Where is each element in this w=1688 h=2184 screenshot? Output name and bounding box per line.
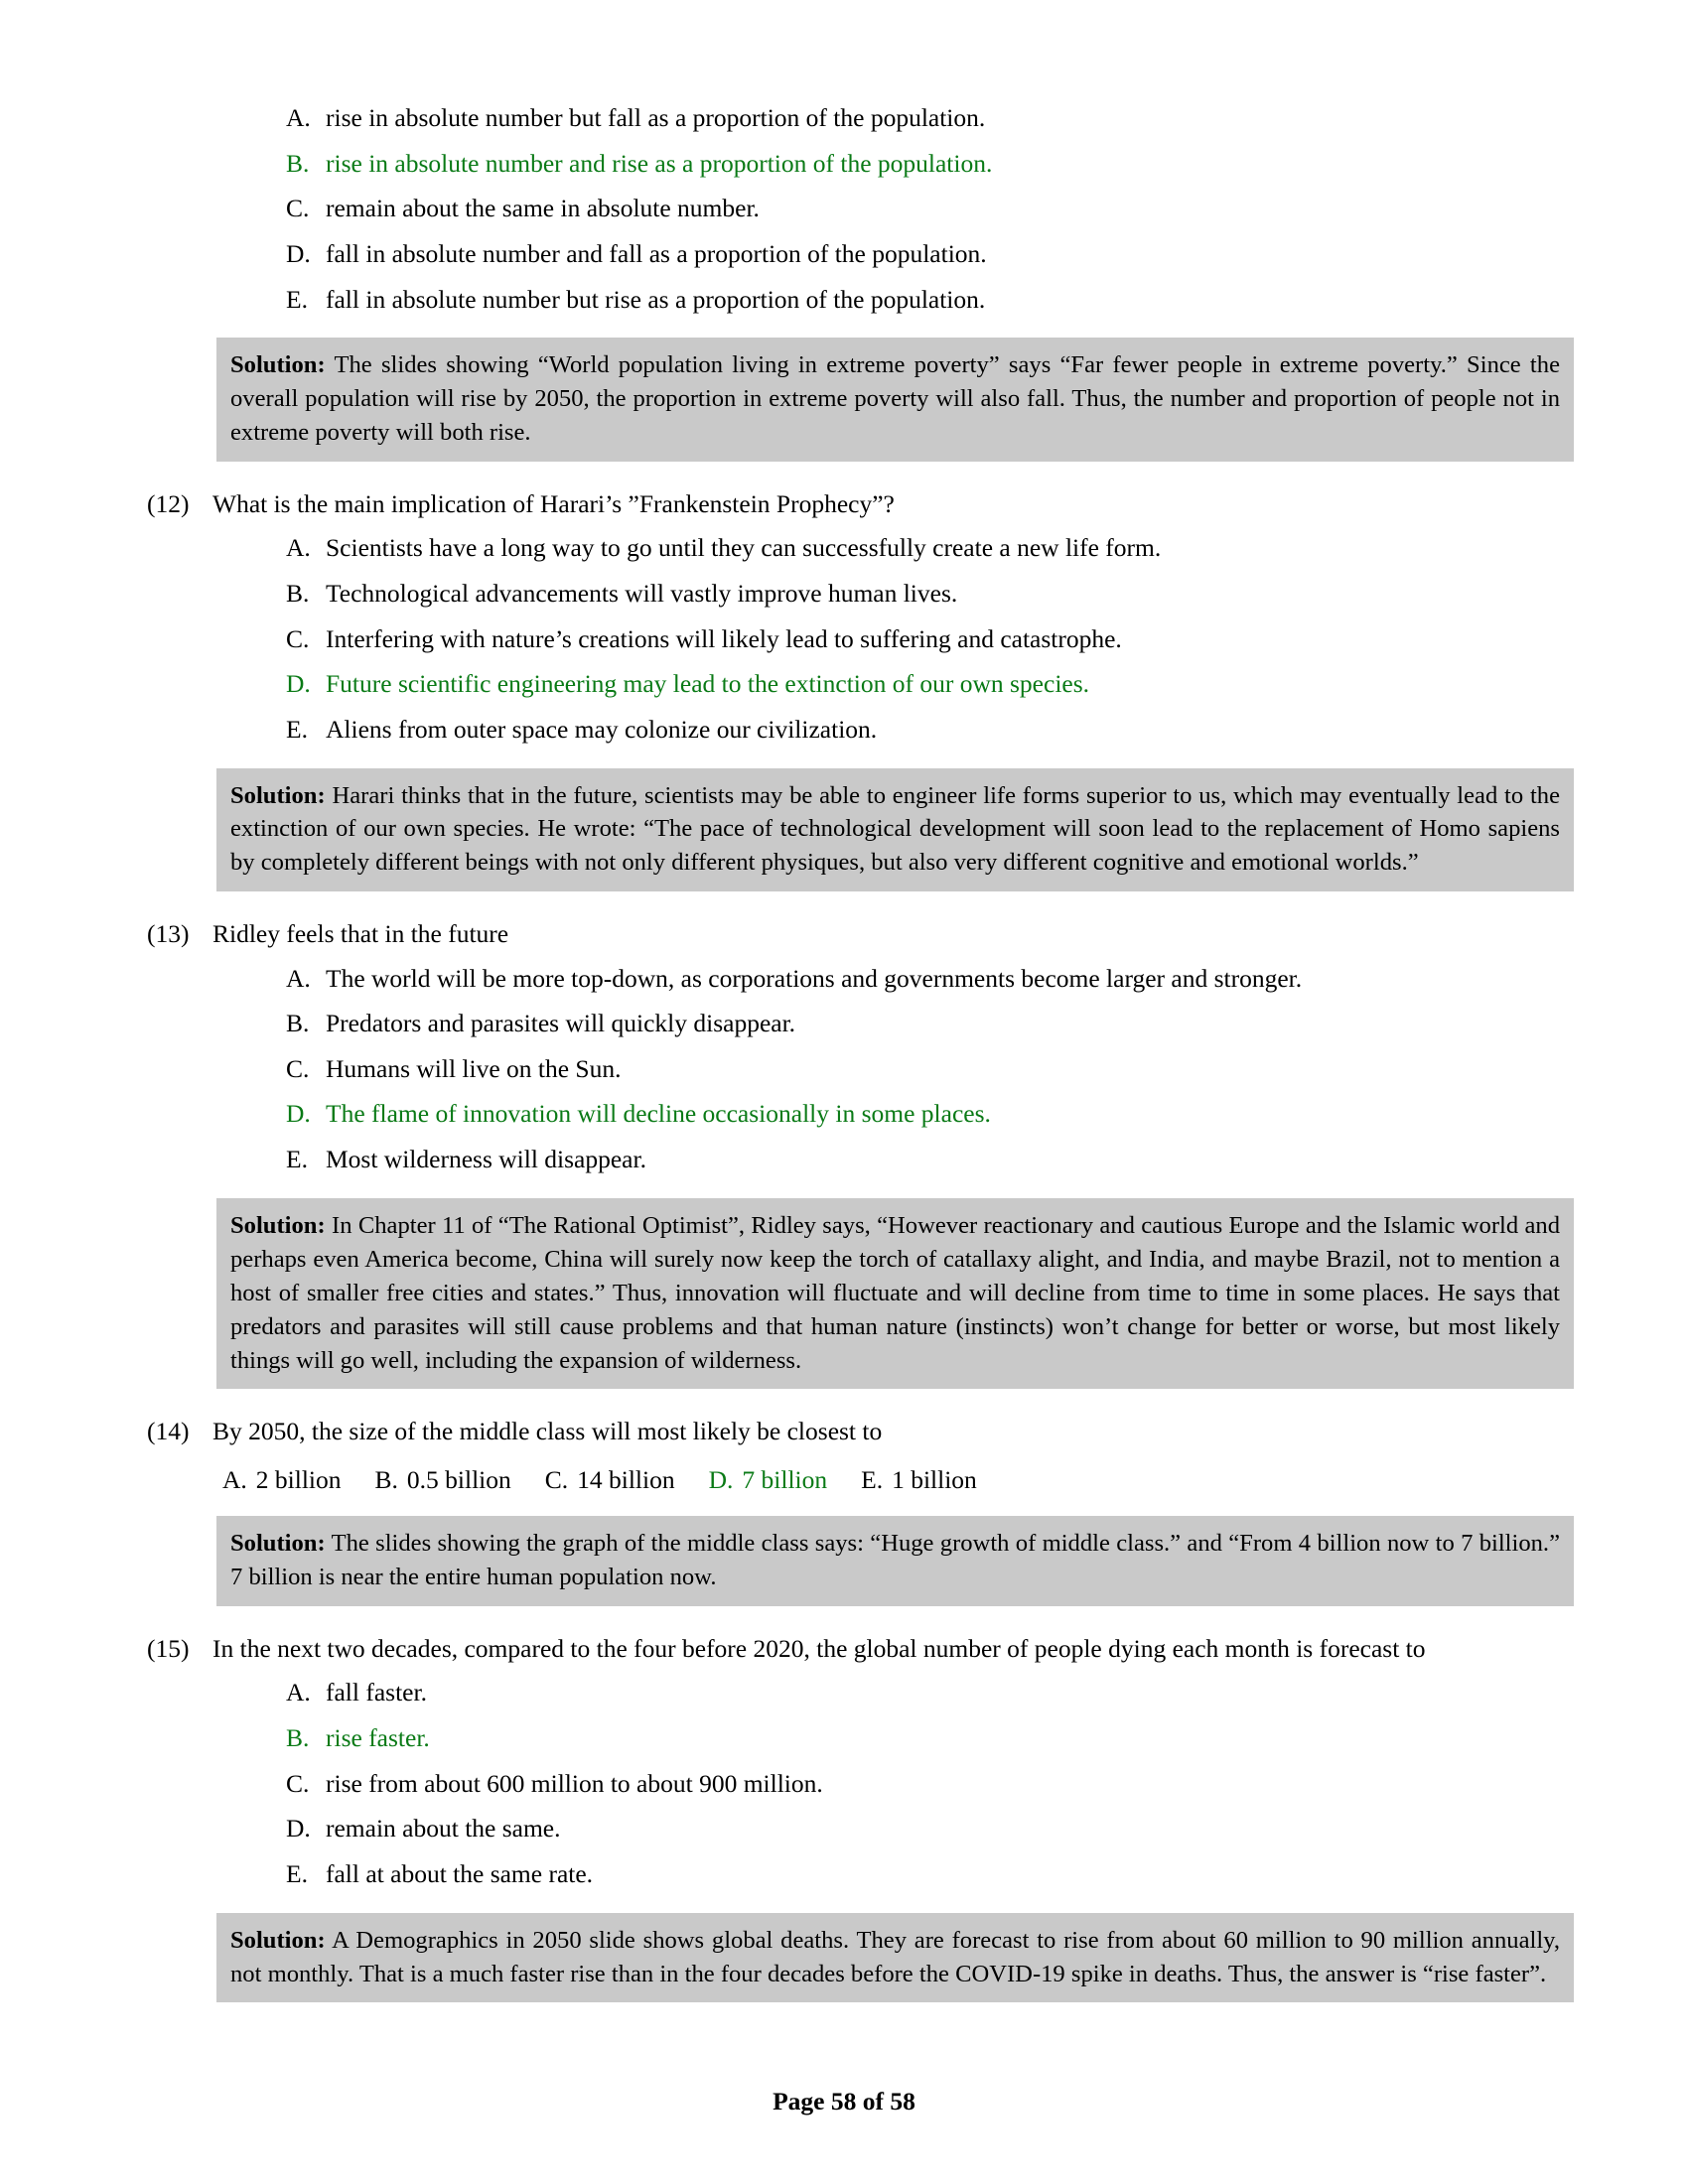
question-block-15 [147, 1632, 1577, 2002]
question-number: (14) [147, 1417, 190, 1446]
option-item[interactable] [286, 707, 1577, 752]
option-list-continued [147, 95, 1577, 322]
question-text: What is the main implication of Harari’s ”Frankenstein Prophecy”? [212, 489, 895, 519]
solution-body: In Chapter 11 of “The Rational Optimist”, Ridley says, “However reactionary and cautious Europe and the Islamic world and perhaps even America become, China will surely now keep the torch of catallaxy alight, and India, and maybe Brazil, not to mention a host of smaller free cities and states.” Thus, innovation will fluctuate and will decline from time to time in some places. He says that predators and parasites will still cause problems and that human nature (instincts) won’t change for better or worse, but most likely things will go well, including the expansion of wilderness. [230, 1211, 1560, 1374]
page-footer: Page 58 of 58 [773, 2087, 915, 2116]
solution-box [216, 338, 1574, 462]
option-text: fall in absolute number but rise as a proportion of the population. [326, 284, 986, 314]
option-text: Interfering with nature’s creations will likely lead to suffering and catastrophe. [326, 623, 1122, 653]
option-item[interactable] [286, 277, 1577, 323]
question-text: By 2050, the size of the middle class will most likely be closest to [212, 1417, 883, 1446]
question-text: Ridley feels that in the future [212, 919, 509, 949]
option-letter: E. [286, 1858, 308, 1888]
option-text: rise in absolute number and rise as a proportion of the population. [326, 148, 993, 178]
option-item[interactable] [286, 1761, 1577, 1807]
solution-body: Harari thinks that in the future, scientists may be able to engineer life forms superior to us, which may eventually lead to the extinction of our own species. He wrote: “The pace of technological development will soon lead to the replacement of Homo sapiens by completely different beings with not only different physiques, but also very different cognitive and emotional worlds.” [230, 781, 1560, 877]
option-letter: A. [286, 103, 311, 132]
option-letter: D. [286, 669, 311, 699]
question-block-continued [147, 95, 1577, 462]
question-block-14 [147, 1415, 1577, 1606]
question-block-13 [147, 917, 1577, 1389]
option-text: Most wilderness will disappear. [326, 1145, 646, 1174]
option-letter: D. [708, 1464, 734, 1494]
solution-box [216, 1516, 1574, 1606]
option-text: fall in absolute number and fall as a proportion of the population. [326, 238, 987, 268]
solution-label: Solution: [230, 1211, 326, 1239]
option-item-correct[interactable] [286, 661, 1577, 707]
option-text: The flame of innovation will decline occasionally in some places. [326, 1099, 991, 1129]
option-text: rise in absolute number but fall as a proportion of the population. [326, 103, 986, 132]
option-text: 2 billion [255, 1464, 342, 1494]
option-letter: C. [286, 1053, 310, 1083]
option-letter: D. [286, 238, 311, 268]
option-text: fall at about the same rate. [326, 1858, 594, 1888]
option-letter: B. [374, 1464, 398, 1494]
option-item[interactable] [286, 231, 1577, 277]
option-list-inline [222, 1453, 1577, 1501]
option-letter: A. [286, 533, 311, 563]
option-item[interactable] [286, 1001, 1577, 1046]
question-prompt-row [147, 1415, 1577, 1448]
option-letter: C. [286, 1768, 310, 1798]
option-letter: B. [286, 1009, 310, 1038]
option-text: remain about the same. [326, 1814, 561, 1843]
option-letter: A. [286, 963, 311, 993]
solution-label: Solution: [230, 351, 326, 379]
option-item-correct[interactable] [286, 1091, 1577, 1137]
question-block-12 [147, 487, 1577, 891]
option-item[interactable] [286, 956, 1577, 1002]
option-text: The world will be more top-down, as corporations and governments become larger and stronger. [326, 963, 1303, 993]
question-number: (15) [147, 1634, 190, 1664]
solution-label: Solution: [230, 781, 326, 809]
solution-box [216, 1198, 1574, 1390]
option-item[interactable] [286, 1670, 1577, 1715]
option-item-correct[interactable] [709, 1465, 828, 1494]
option-text: rise faster. [326, 1722, 430, 1752]
option-text: Scientists have a long way to go until they can successfully create a new life form. [326, 533, 1162, 563]
option-text: 7 billion [742, 1464, 828, 1494]
question-text: In the next two decades, compared to the four before 2020, the global number of people dying each month is forecast to [212, 1634, 1426, 1664]
question-number: (13) [147, 919, 190, 949]
option-item[interactable] [861, 1465, 977, 1494]
solution-box [216, 768, 1574, 892]
option-letter: D. [286, 1099, 311, 1129]
option-letter: A. [286, 1678, 311, 1707]
option-item[interactable] [286, 1851, 1577, 1897]
option-item[interactable] [286, 95, 1577, 141]
solution-box [216, 1913, 1574, 2003]
option-item[interactable] [286, 1046, 1577, 1092]
option-item[interactable] [286, 1806, 1577, 1851]
option-letter: C. [286, 194, 310, 223]
option-letter: B. [286, 148, 310, 178]
option-item[interactable] [286, 186, 1577, 231]
option-letter: E. [286, 1145, 308, 1174]
option-letter: B. [286, 1722, 310, 1752]
option-letter: E. [286, 714, 308, 744]
option-item[interactable] [545, 1465, 675, 1494]
option-item[interactable] [286, 525, 1577, 571]
option-text: Aliens from outer space may colonize our civilization. [326, 714, 878, 744]
question-number: (12) [147, 489, 190, 519]
option-text: Future scientific engineering may lead to the extinction of our own species. [326, 669, 1090, 699]
option-item-correct[interactable] [286, 1715, 1577, 1761]
option-item[interactable] [286, 571, 1577, 616]
option-list [147, 1670, 1577, 1896]
option-letter: C. [286, 623, 310, 653]
page-content [147, 95, 1577, 2016]
option-item[interactable] [375, 1465, 511, 1494]
option-letter: B. [286, 578, 310, 608]
option-list [147, 956, 1577, 1182]
option-text: remain about the same in absolute number. [326, 194, 760, 223]
solution-body: The slides showing “World population living in extreme poverty” says “Far fewer people in extreme poverty.” Since the overall population will rise by 2050, the proportion in extreme poverty will also fall. Thus, the number and proportion of people not in extreme poverty will both rise. [230, 351, 1560, 447]
option-letter: A. [222, 1464, 247, 1494]
option-text: Humans will live on the Sun. [326, 1053, 622, 1083]
option-text: 1 billion [892, 1464, 977, 1494]
option-text: Technological advancements will vastly improve human lives. [326, 578, 958, 608]
option-text: 0.5 billion [406, 1464, 511, 1494]
option-list [147, 525, 1577, 751]
solution-body: The slides showing the graph of the middle class says: “Huge growth of middle class.” and “From 4 billion now to 7 billion.” 7 billion is near the entire human population now. [230, 1530, 1560, 1591]
solution-body: A Demographics in 2050 slide shows global deaths. They are forecast to rise from about 60 million to 90 million annually, not monthly. That is a much faster rise than in the four decades before the COVID-19 spike in deaths. Thus, the answer is “rise faster”. [230, 1926, 1560, 1987]
option-text: rise from about 600 million to about 900 million. [326, 1768, 823, 1798]
option-item[interactable] [222, 1465, 342, 1494]
option-text: Predators and parasites will quickly disappear. [326, 1009, 796, 1038]
option-item[interactable] [286, 1137, 1577, 1182]
option-letter: E. [861, 1464, 884, 1494]
option-item-correct[interactable] [286, 141, 1577, 187]
solution-label: Solution: [230, 1926, 326, 1954]
solution-label: Solution: [230, 1530, 326, 1558]
option-item[interactable] [286, 616, 1577, 662]
option-text: 14 billion [577, 1464, 675, 1494]
option-letter: E. [286, 284, 308, 314]
option-letter: C. [544, 1464, 569, 1494]
question-prompt-row [147, 1632, 1577, 1666]
option-text: fall faster. [326, 1678, 427, 1707]
question-prompt-row [147, 917, 1577, 951]
option-letter: D. [286, 1814, 311, 1843]
question-prompt-row [147, 487, 1577, 521]
